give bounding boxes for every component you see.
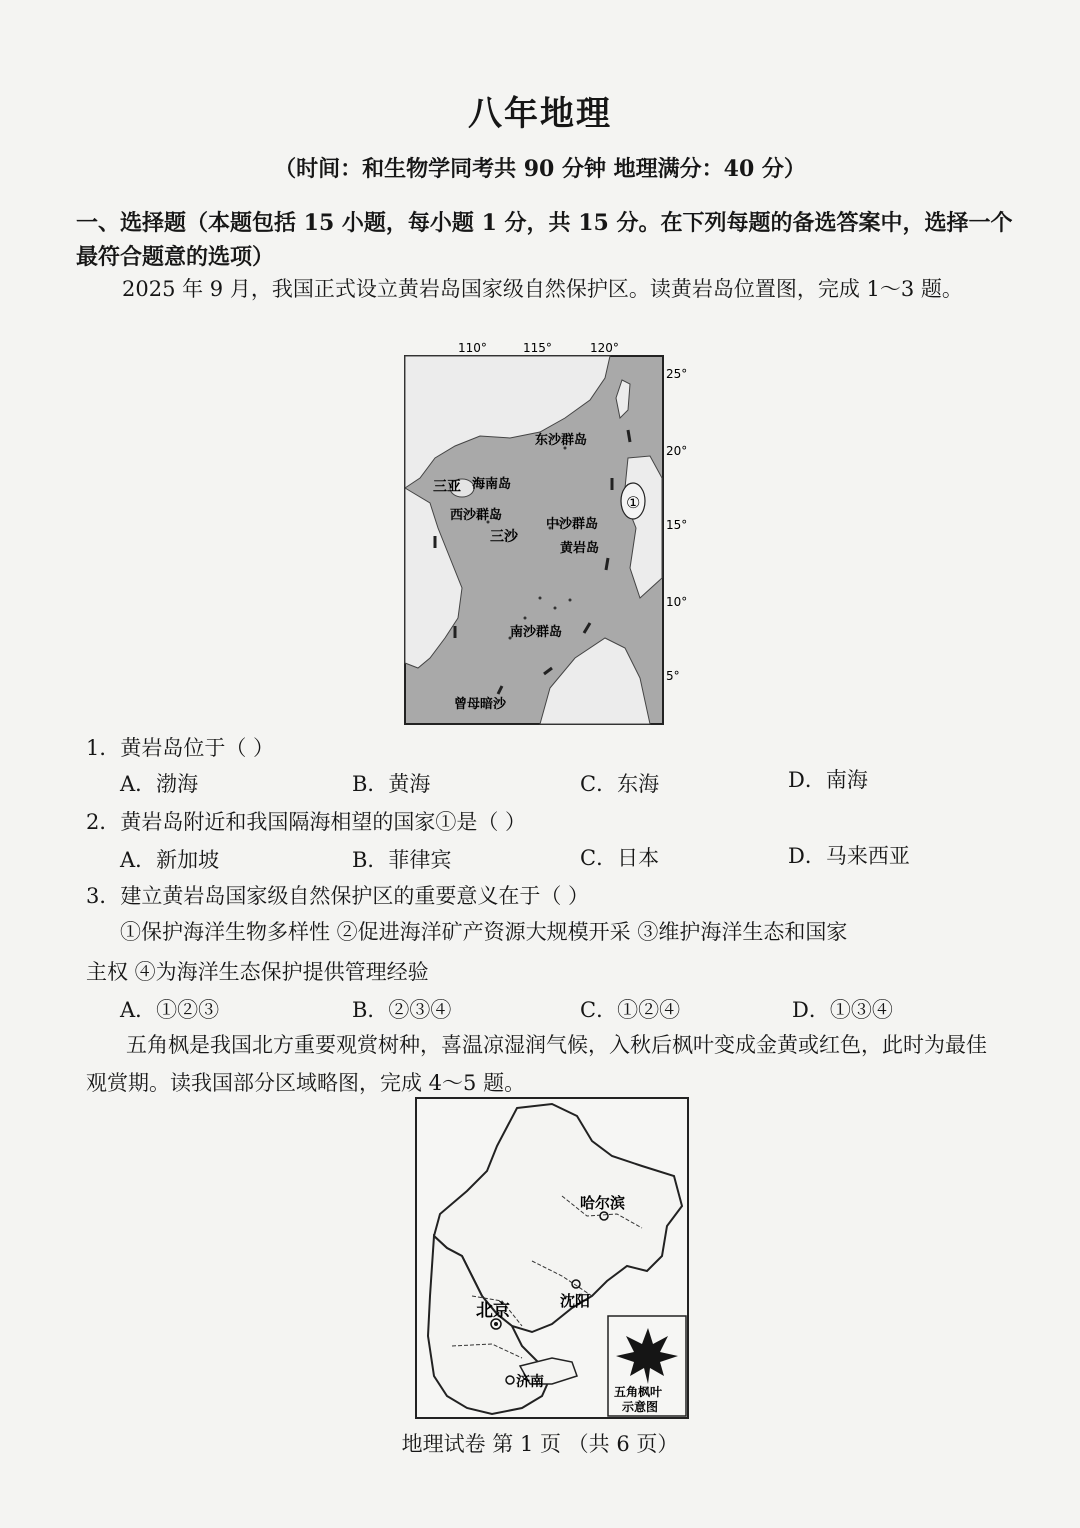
label-huangyan: 黄岩岛	[560, 541, 600, 556]
lat-5: 5°	[666, 669, 680, 683]
city-shenyang: 沈阳	[560, 1292, 591, 1310]
lat-25: 25°	[666, 367, 688, 381]
lon-115: 115°	[523, 341, 552, 355]
question-3-stem: 3．建立黄岩岛国家级自然保护区的重要意义在于（ ）	[86, 884, 590, 908]
q3-statements-line2: 主权 ④为海洋生态保护提供管理经验	[86, 960, 429, 984]
lat-20: 20°	[666, 444, 688, 458]
q2-option-a: A．新加坡	[120, 848, 220, 872]
q1-option-a: A．渤海	[120, 772, 199, 796]
q2-option-c: C．日本	[580, 846, 660, 870]
lon-120: 120°	[590, 341, 619, 355]
label-zengmu: 曾母暗沙	[454, 697, 507, 712]
beijing-dot-inner	[494, 1322, 498, 1326]
label-sanya: 三亚	[433, 479, 461, 495]
question-2-stem: 2．黄岩岛附近和我国隔海相望的国家①是（ ）	[86, 810, 527, 834]
intro-passage: 2025 年 9 月，我国正式设立黄岩岛国家级自然保护区。读黄岩岛位置图，完成 1～3 题。	[122, 277, 963, 301]
q3-option-a: A．①②③	[120, 998, 220, 1022]
q3-statements-line1: ①保护海洋生物多样性 ②促进海洋矿产资源大规模开采 ③维护海洋生态和国家	[120, 920, 848, 944]
question-1-stem: 1．黄岩岛位于（ ）	[86, 736, 275, 760]
q3-option-b: B．②③④	[352, 998, 452, 1022]
label-nansha: 南沙群岛	[510, 625, 563, 640]
label-dongsha: 东沙群岛	[535, 433, 588, 448]
page-title: 八年地理	[468, 94, 612, 134]
maple-passage: 五角枫是我国北方重要观赏树种，喜温凉湿润气候，入秋后枫叶变成金黄或红色，此时为最佳观赏期。读我国部分区域略图，完成 4～5 题。	[86, 1033, 987, 1095]
q3-option-c: C．①②④	[580, 998, 681, 1022]
north-china-map	[412, 1096, 692, 1422]
section-heading: 一、选择题（本题包括 15 小题，每小题 1 分，共 15 分。在下列每题的备选答案中，选择一个最符合题意的选项）	[76, 210, 1013, 270]
q2-option-d: D．马来西亚	[788, 844, 910, 868]
inset-label-1: 五角枫叶	[614, 1385, 663, 1399]
page-footer: 地理试卷 第 1 页 （共 6 页）	[401, 1432, 679, 1456]
q2-option-b: B．菲律宾	[352, 848, 452, 872]
south-china-sea-map	[400, 338, 700, 730]
q3-option-d: D．①③④	[792, 998, 893, 1022]
q1-option-c: C．东海	[580, 772, 660, 796]
inset-label-2: 示意图	[622, 1400, 659, 1414]
lat-15: 15°	[666, 518, 688, 532]
lat-10: 10°	[666, 595, 688, 609]
lon-110: 110°	[458, 341, 487, 355]
city-jinan: 济南	[516, 1374, 544, 1390]
q1-option-b: B．黄海	[352, 772, 431, 796]
exam-subtitle: （时间：和生物学同考共 90 分钟 地理满分：40 分）	[274, 156, 806, 182]
label-xisha: 西沙群岛	[450, 508, 503, 523]
city-harbin: 哈尔滨	[580, 1194, 626, 1212]
label-sansha: 三沙	[490, 529, 518, 545]
label-hainan: 海南岛	[472, 477, 512, 492]
label-zhongsha: 中沙群岛	[546, 517, 599, 532]
country-marker-label: ①	[626, 493, 641, 512]
city-beijing: 北京	[476, 1301, 510, 1321]
q1-option-d: D．南海	[788, 768, 868, 792]
